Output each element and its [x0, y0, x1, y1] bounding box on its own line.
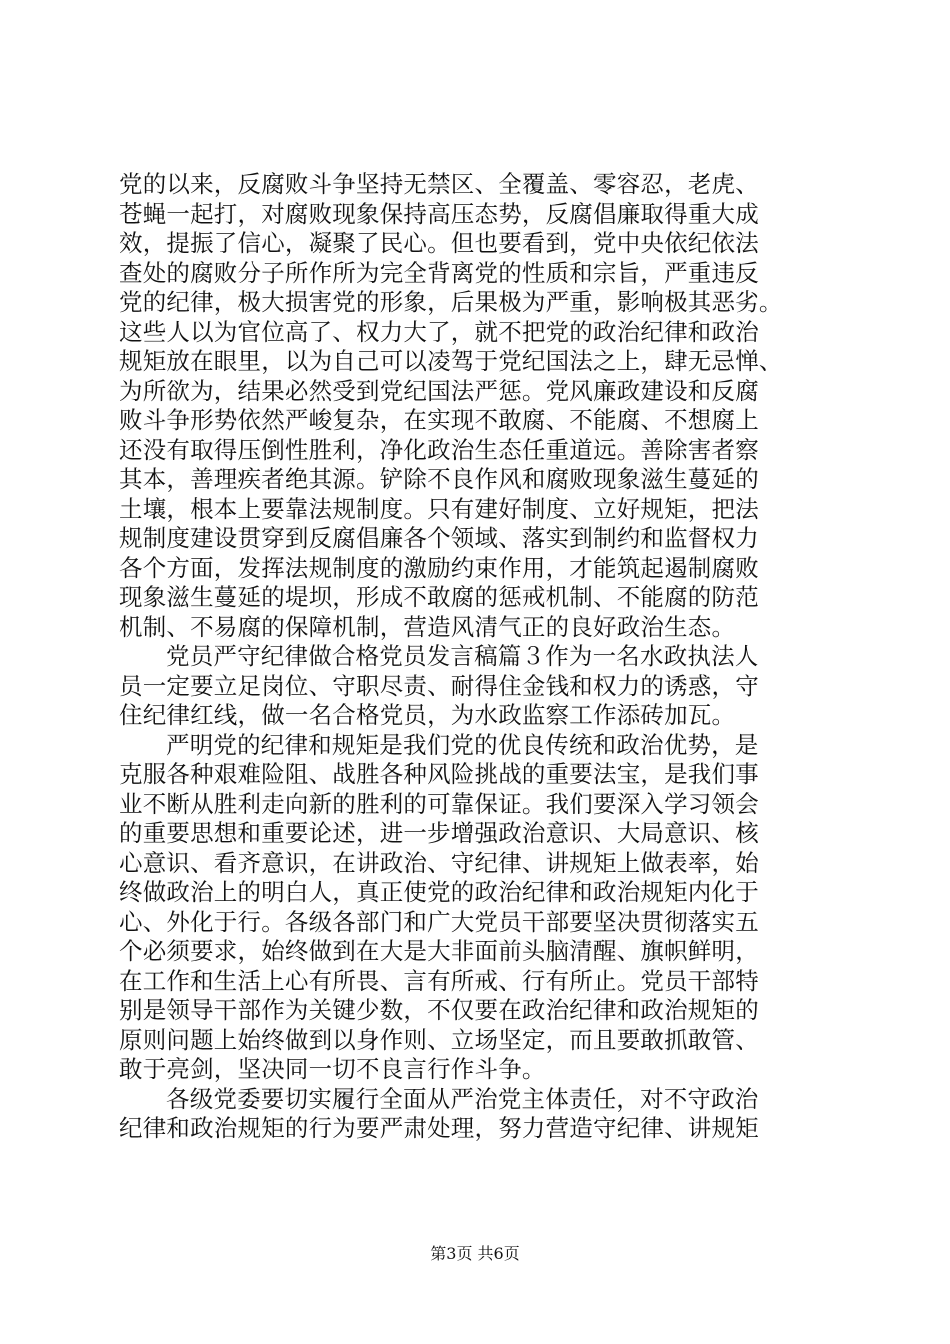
text-line: 规制度建设贯穿到反腐倡廉各个领域、落实到制约和监督权力 — [119, 524, 759, 552]
document-body — [119, 170, 835, 1144]
text-line: 业不断从胜利走向新的胜利的可靠保证。我们要深入学习领会 — [119, 789, 759, 818]
text-line: 住纪律红线，做一名合格党员，为水政监察工作添砖加瓦。 — [119, 701, 736, 729]
text-line: 其本，善理疾者绝其源。铲除不良作风和腐败现象滋生蔓延的 — [119, 465, 759, 493]
text-line: 个必须要求，始终做到在大是大非面前头脑清醒、旗帜鲜明， — [119, 937, 759, 965]
text-line: 严明党的纪律和规矩是我们党的优良传统和政治优势，是 — [166, 730, 759, 759]
text-line: 查处的腐败分子所作所为完全背离党的性质和宗旨，严重违反 — [119, 258, 759, 287]
text-line: 终做政治上的明白人，真正使党的政治纪律和政治规矩内化于 — [119, 878, 759, 906]
text-line: 员一定要立足岗位、守职尽责、耐得住金钱和权力的诱惑，守 — [119, 671, 759, 700]
text-line: 的重要思想和重要论述，进一步增强政治意识、大局意识、核 — [119, 819, 759, 847]
text-line: 心、外化于行。各级各部门和广大党员干部要坚决贯彻落实五 — [119, 907, 759, 936]
text-line: 现象滋生蔓延的堤坝，形成不敢腐的惩戒机制、不能腐的防范 — [119, 583, 759, 611]
text-line: 各个方面，发挥法规制度的激励约束作用，才能筑起遏制腐败 — [119, 553, 759, 582]
text-line: 为所欲为，结果必然受到党纪国法严惩。党风廉政建设和反腐 — [119, 376, 759, 405]
text-line: 还没有取得压倒性胜利，净化政治生态任重道远。善除害者察 — [119, 435, 759, 464]
text-line: 敢于亮剑，坚决同一切不良言行作斗争。 — [119, 1055, 546, 1083]
text-line: 纪律和政治规矩的行为要严肃处理，努力营造守纪律、讲规矩 — [119, 1114, 759, 1142]
text-line: 规矩放在眼里，以为自己可以凌驾于党纪国法之上，肆无忌惮、 — [119, 347, 783, 375]
text-line: 在工作和生活上心有所畏、言有所戒、行有所止。党员干部特 — [119, 966, 759, 995]
text-line: 效，提振了信心，凝聚了民心。但也要看到，党中央依纪依法 — [119, 229, 759, 257]
text-line: 机制、不易腐的保障机制，营造风清气正的良好政治生态。 — [119, 612, 736, 641]
text-line: 这些人以为官位高了、权力大了，就不把党的政治纪律和政治 — [119, 317, 759, 346]
text-line: 党员严守纪律做合格党员发言稿篇３作为一名水政执法人 — [166, 642, 759, 670]
text-line: 克服各种艰难险阻、战胜各种风险挑战的重要法宝，是我们事 — [119, 760, 759, 788]
text-line: 心意识、看齐意识，在讲政治、守纪律、讲规矩上做表率，始 — [119, 848, 759, 877]
text-line: 土壤，根本上要靠法规制度。只有建好制度、立好规矩，把法 — [119, 494, 759, 523]
page-footer: 第3页 共6页 — [430, 1244, 520, 1263]
text-line: 各级党委要切实履行全面从严治党主体责任，对不守政治 — [166, 1084, 759, 1113]
text-line: 原则问题上始终做到以身作则、立场坚定，而且要敢抓敢管、 — [119, 1025, 759, 1054]
text-line: 党的以来，反腐败斗争坚持无禁区、全覆盖、零容忍，老虎、 — [119, 170, 759, 198]
text-line: 苍蝇一起打，对腐败现象保持高压态势，反腐倡廉取得重大成 — [119, 199, 759, 228]
text-line: 别是领导干部作为关键少数，不仅要在政治纪律和政治规矩的 — [119, 996, 759, 1024]
text-line: 败斗争形势依然严峻复杂，在实现不敢腐、不能腐、不想腐上 — [119, 406, 759, 434]
text-line: 党的纪律，极大损害党的形象，后果极为严重，影响极其恶劣。 — [119, 288, 783, 316]
